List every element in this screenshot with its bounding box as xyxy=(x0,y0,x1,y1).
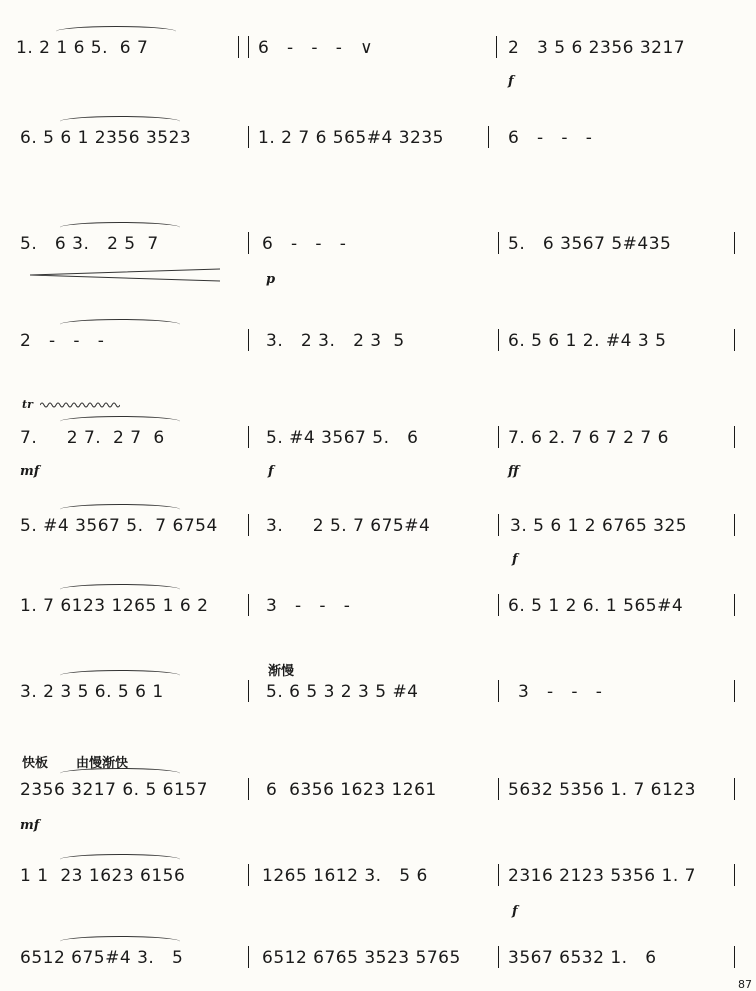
tempo-mark: 渐慢 xyxy=(268,664,295,679)
bar-line xyxy=(498,329,499,351)
measure-notes: 6. 5 6 1 2356 3523 xyxy=(20,128,192,148)
slur-mark xyxy=(60,116,180,127)
bar-line xyxy=(248,864,249,886)
bar-line xyxy=(248,329,249,351)
dynamic-mark: f xyxy=(512,904,518,919)
measure-notes: 6 - - - xyxy=(262,234,347,254)
decrescendo-hairpin xyxy=(30,268,230,282)
bar-line xyxy=(498,514,499,536)
bar-line xyxy=(734,946,735,968)
tempo-mark: 快板 xyxy=(22,756,49,771)
dynamic-mark: f xyxy=(512,552,518,567)
measure-notes: 7. 6 2. 7 6 7 2 7 6 xyxy=(508,428,669,448)
bar-line xyxy=(488,126,489,148)
bar-line xyxy=(248,680,249,702)
bar-line xyxy=(498,946,499,968)
page-number: 87 xyxy=(738,978,752,991)
dynamic-mark: f xyxy=(508,74,514,89)
measure-notes: 5. 6 3. 2 5 7 xyxy=(20,234,159,254)
slur-mark xyxy=(60,416,180,427)
dynamic-mark: mf xyxy=(20,464,40,479)
measure-notes: 1265 1612 3. 5 6 xyxy=(262,866,428,886)
bar-line xyxy=(248,514,249,536)
slur-mark xyxy=(60,584,180,595)
measure-notes: 5632 5356 1. 7 6123 xyxy=(508,780,696,800)
bar-line xyxy=(734,594,735,616)
measure-notes: 6. 5 1 2 6. 1 565#4 xyxy=(508,596,684,616)
measure-notes: 6512 6765 3523 5765 xyxy=(262,948,461,968)
bar-line xyxy=(248,232,249,254)
slur-mark xyxy=(60,854,180,865)
measure-notes: 6 6356 1623 1261 xyxy=(266,780,437,800)
measure-notes: 2316 2123 5356 1. 7 xyxy=(508,866,696,886)
bar-line xyxy=(248,426,249,448)
trill-wave xyxy=(40,401,120,409)
measure-notes: 6512 675#4 3. 5 xyxy=(20,948,184,968)
slur-mark xyxy=(60,504,180,515)
bar-line xyxy=(496,36,497,58)
bar-line xyxy=(248,126,249,148)
bar-line xyxy=(238,36,239,58)
measure-notes: 3. 5 6 1 2 6765 325 xyxy=(510,516,688,536)
measure-notes: 5. #4 3567 5. 7 6754 xyxy=(20,516,218,536)
slur-mark xyxy=(60,319,180,330)
measure-notes: 2 3 5 6 2356 3217 xyxy=(508,38,686,58)
measure-notes: 5. #4 3567 5. 6 xyxy=(266,428,419,448)
bar-line xyxy=(248,946,249,968)
bar-line xyxy=(498,426,499,448)
dynamic-mark: f xyxy=(268,464,274,479)
dynamic-mark: mf xyxy=(20,818,40,833)
bar-line xyxy=(734,680,735,702)
measure-notes: 5. 6 5 3 2 3 5 #4 xyxy=(266,682,419,702)
measure-notes: 3567 6532 1. 6 xyxy=(508,948,657,968)
slur-mark xyxy=(60,670,180,681)
measure-notes: 3. 2 3 5 6. 5 6 1 xyxy=(20,682,164,702)
measure-notes: 3. 2 3. 2 3 5 xyxy=(266,331,405,351)
measure-notes: 6 - - - ∨ xyxy=(258,38,374,58)
slur-mark xyxy=(56,26,176,37)
measure-notes: 1 1 23 1623 6156 xyxy=(20,866,186,886)
bar-line xyxy=(248,594,249,616)
bar-line xyxy=(498,778,499,800)
measure-notes: 2 - - - xyxy=(20,331,105,351)
measure-notes: 1. 2 1 6 5. 6 7 xyxy=(16,38,149,58)
bar-line xyxy=(498,594,499,616)
measure-notes: 6. 5 6 1 2. #4 3 5 xyxy=(508,331,667,351)
bar-line xyxy=(734,864,735,886)
measure-notes: 2356 3217 6. 5 6157 xyxy=(20,780,208,800)
bar-line xyxy=(498,680,499,702)
dynamic-mark: p xyxy=(266,272,276,287)
measure-notes: 5. 6 3567 5#435 xyxy=(508,234,672,254)
measure-notes: 3 - - - xyxy=(266,596,351,616)
trill-mark: tr xyxy=(22,398,33,411)
slur-mark xyxy=(60,936,180,947)
bar-line xyxy=(498,864,499,886)
measure-notes: 6 - - - xyxy=(508,128,593,148)
bar-line xyxy=(734,426,735,448)
measure-notes: 7. 2 7. 2 7 6 xyxy=(20,428,165,448)
bar-line xyxy=(734,232,735,254)
tempo-mark: 由慢渐快 xyxy=(76,756,129,771)
bar-line xyxy=(498,232,499,254)
measure-notes: 3 - - - xyxy=(518,682,603,702)
dynamic-mark: ff xyxy=(508,464,519,479)
measure-notes: 1. 7 6123 1265 1 6 2 xyxy=(20,596,209,616)
bar-line xyxy=(248,36,249,58)
bar-line xyxy=(734,329,735,351)
measure-notes: 1. 2 7 6 565#4 3235 xyxy=(258,128,444,148)
bar-line xyxy=(248,778,249,800)
slur-mark xyxy=(60,222,180,233)
measure-notes: 3. 2 5. 7 675#4 xyxy=(266,516,431,536)
bar-line xyxy=(734,514,735,536)
bar-line xyxy=(734,778,735,800)
